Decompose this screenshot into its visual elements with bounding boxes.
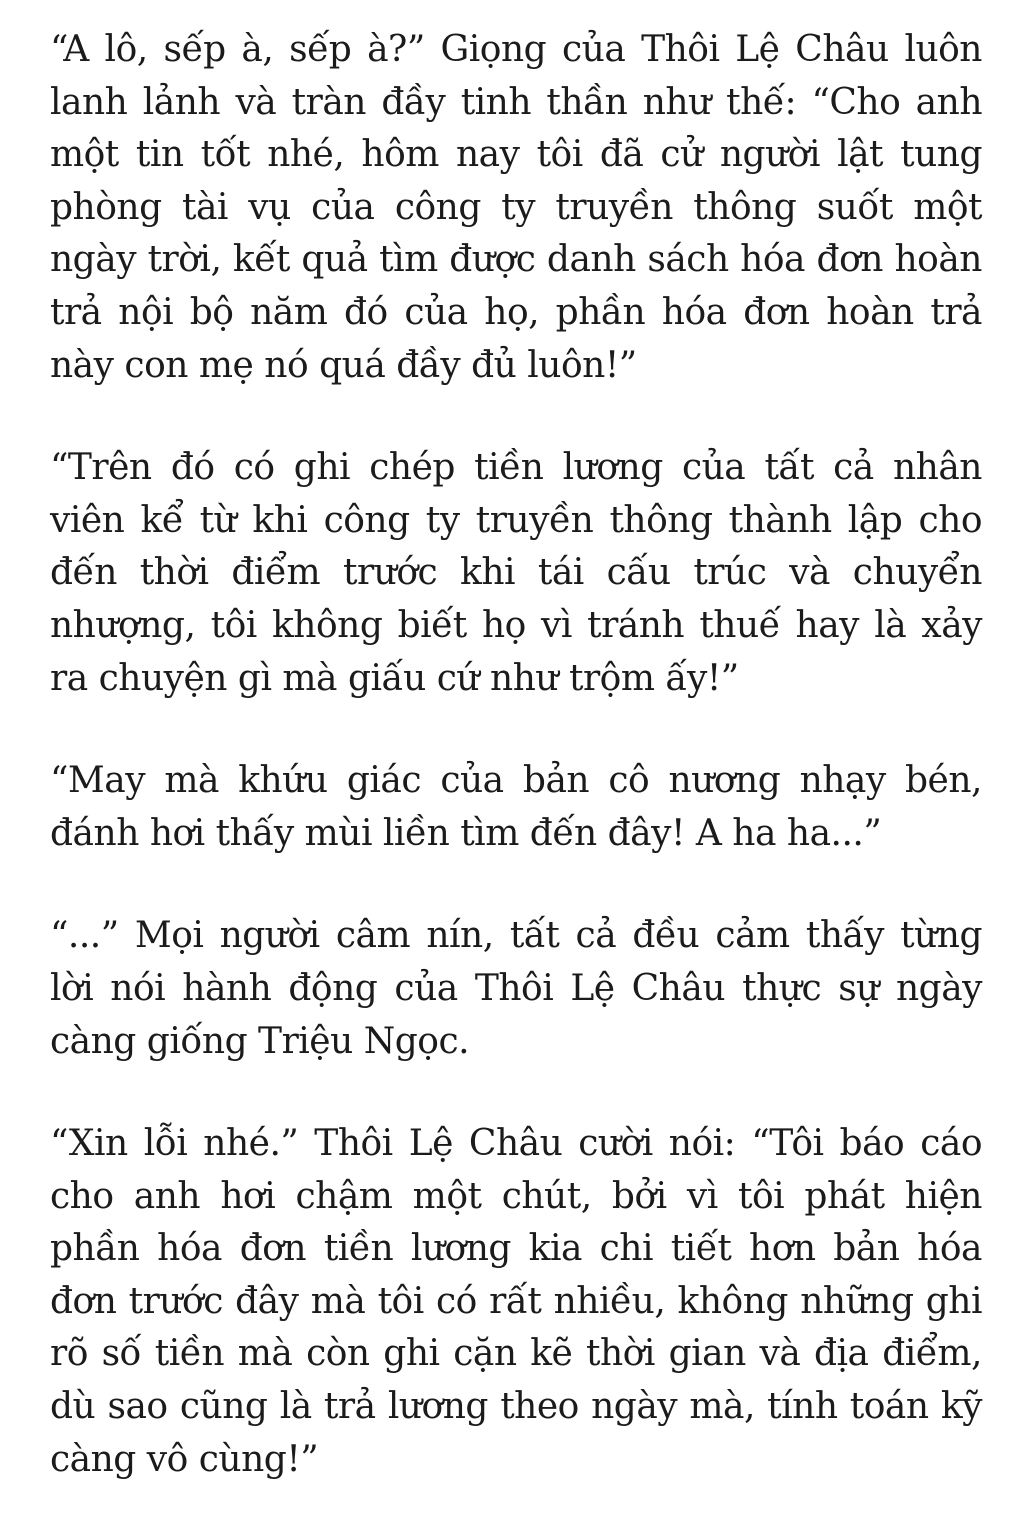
paragraph-5: “Xin lỗi nhé.” Thôi Lệ Châu cười nói: “Tôi báo cáo cho anh hơi chậm một chút, bởi vì tôi phát hiện phần hóa đơn tiền lương kia chi tiết hơn bản hóa đơn trước đây mà tôi có rất nhiều, không những ghi rõ số tiền mà còn ghi cặn kẽ thời gian và địa điểm, dù sao cũng là trả lương theo ngày mà, tính toán kỹ càng vô cùng!” [50,1123,982,1480]
paragraph-1: “A lô, sếp à, sếp à?” Giọng của Thôi Lệ Châu luôn lanh lảnh và tràn đầy tinh thần như thế: “Cho anh một tin tốt nhé, hôm nay tôi đã cử người lật tung phòng tài vụ của công ty truyền thông suốt một ngày trời, kết quả tìm được danh sách hóa đơn hoàn trả nội bộ năm đó của họ, phần hóa đơn hoàn trả này con mẹ nó quá đầy đủ luôn!” [50,29,982,386]
paragraph-3: “May mà khứu giác của bản cô nương nhạy bén, đánh hơi thấy mùi liền tìm đến đây! A ha ha...” [50,760,982,854]
paragraph-2: “Trên đó có ghi chép tiền lương của tất cả nhân viên kể từ khi công ty truyền thông thành lập cho đến thời điểm trước khi tái cấu trúc và chuyển nhượng, tôi không biết họ vì tránh thuế hay là xảy ra chuyện gì mà giấu cứ như trộm ấy!” [50,447,982,699]
paragraph-4: “...” Mọi người câm nín, tất cả đều cảm thấy từng lời nói hành động của Thôi Lệ Châu thực sự ngày càng giống Triệu Ngọc. [50,915,982,1062]
